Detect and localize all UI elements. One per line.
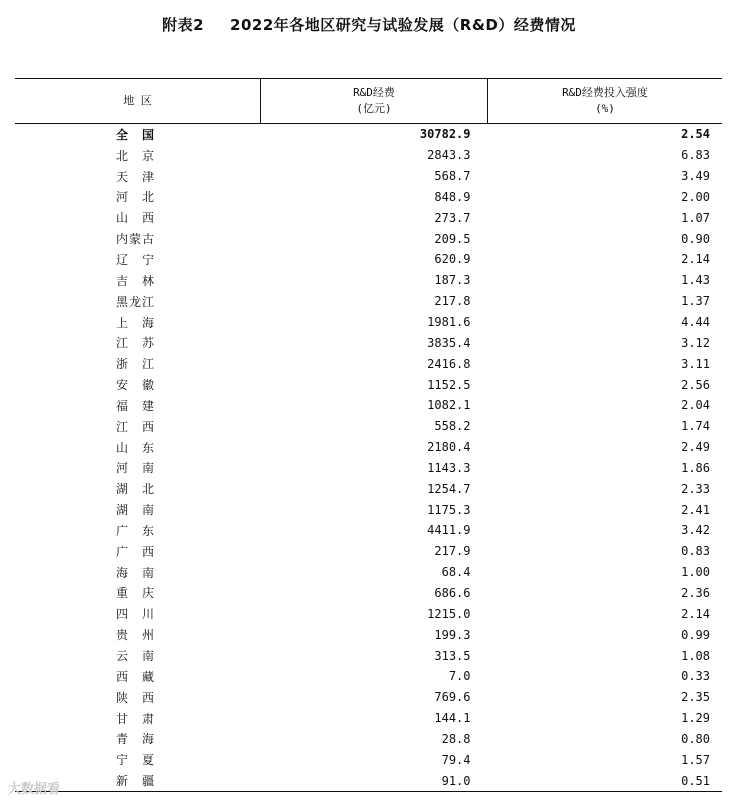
table-row bbox=[15, 499, 722, 520]
cell-rd-intensity: 2.36 bbox=[681, 585, 710, 600]
cell-region: 河 南 bbox=[116, 461, 156, 476]
cell-region: 安 徽 bbox=[116, 378, 156, 393]
header-row bbox=[15, 79, 722, 124]
table-row bbox=[15, 478, 722, 499]
cell-rd-expenditure: 91.0 bbox=[441, 773, 471, 788]
cell-region: 山 东 bbox=[116, 440, 156, 455]
table-row bbox=[15, 687, 722, 708]
cell-region: 海 南 bbox=[116, 565, 156, 580]
cell-rd-expenditure: 686.6 bbox=[434, 585, 471, 600]
column-header-intensity-name: R&D经费投入强度 bbox=[562, 86, 648, 99]
cell-rd-intensity: 2.00 bbox=[681, 189, 710, 204]
cell-rd-intensity: 1.74 bbox=[681, 419, 710, 434]
table-row bbox=[15, 603, 722, 624]
cell-rd-expenditure: 187.3 bbox=[434, 273, 471, 288]
cell-region: 山 西 bbox=[116, 211, 156, 226]
cell-rd-expenditure: 558.2 bbox=[434, 419, 471, 434]
cell-rd-intensity: 3.42 bbox=[681, 523, 710, 538]
cell-rd-expenditure: 1215.0 bbox=[427, 606, 471, 621]
cell-rd-intensity: 2.04 bbox=[681, 398, 710, 413]
cell-rd-expenditure: 217.8 bbox=[434, 294, 471, 309]
cell-region: 贵 州 bbox=[116, 628, 156, 643]
table-row bbox=[15, 374, 722, 395]
table-title-text: 2022年各地区研究与试验发展（R&D）经费情况 bbox=[230, 16, 576, 34]
cell-rd-intensity: 1.29 bbox=[681, 711, 710, 726]
table-row bbox=[15, 249, 722, 270]
cell-rd-expenditure: 568.7 bbox=[434, 169, 471, 184]
cell-region: 江 苏 bbox=[116, 336, 156, 351]
cell-rd-intensity: 1.37 bbox=[681, 294, 710, 309]
cell-region: 广 西 bbox=[116, 544, 156, 559]
cell-rd-expenditure: 1152.5 bbox=[427, 377, 471, 392]
cell-region: 全 国 bbox=[116, 127, 156, 142]
cell-rd-expenditure: 30782.9 bbox=[419, 127, 471, 142]
cell-rd-intensity: 0.99 bbox=[681, 627, 710, 642]
cell-rd-intensity: 0.80 bbox=[681, 731, 710, 746]
table-row bbox=[15, 291, 722, 312]
cell-region: 黑龙江 bbox=[116, 294, 156, 309]
table-row bbox=[15, 624, 722, 645]
table-row bbox=[15, 749, 722, 770]
table-row bbox=[15, 395, 722, 416]
cell-rd-intensity: 0.51 bbox=[681, 773, 710, 788]
cell-rd-expenditure: 2416.8 bbox=[427, 356, 471, 371]
cell-rd-expenditure: 217.9 bbox=[434, 544, 471, 559]
cell-rd-intensity: 2.56 bbox=[681, 377, 710, 392]
cell-region: 内蒙古 bbox=[116, 232, 156, 247]
cell-rd-intensity: 1.08 bbox=[681, 648, 710, 663]
table-row bbox=[15, 562, 722, 583]
watermark: 大数据看 bbox=[8, 782, 61, 797]
cell-rd-intensity: 1.43 bbox=[681, 273, 710, 288]
table-row bbox=[15, 708, 722, 729]
cell-rd-expenditure: 199.3 bbox=[434, 627, 471, 642]
cell-region: 河 北 bbox=[116, 190, 156, 205]
cell-rd-intensity: 2.49 bbox=[681, 440, 710, 455]
cell-region: 西 藏 bbox=[116, 669, 156, 684]
cell-region: 江 西 bbox=[116, 419, 156, 434]
cell-region: 重 庆 bbox=[116, 586, 156, 601]
cell-rd-expenditure: 1175.3 bbox=[427, 502, 471, 517]
cell-rd-intensity: 1.86 bbox=[681, 460, 710, 475]
column-header-rd-intensity bbox=[488, 79, 723, 124]
cell-region: 浙 江 bbox=[116, 357, 156, 372]
cell-rd-expenditure: 28.8 bbox=[441, 731, 471, 746]
table-row bbox=[15, 645, 722, 666]
cell-rd-expenditure: 1981.6 bbox=[427, 315, 471, 330]
cell-rd-intensity: 2.14 bbox=[681, 606, 710, 621]
table-header bbox=[15, 79, 722, 124]
cell-rd-intensity: 1.00 bbox=[681, 565, 710, 580]
table-row bbox=[15, 416, 722, 437]
cell-rd-intensity: 1.07 bbox=[681, 210, 710, 225]
cell-region: 甘 肃 bbox=[116, 711, 156, 726]
cell-rd-expenditure: 273.7 bbox=[434, 210, 471, 225]
cell-region: 湖 北 bbox=[116, 482, 156, 497]
cell-rd-expenditure: 2180.4 bbox=[427, 440, 471, 455]
column-header-rd-name: R&D经费 bbox=[353, 86, 395, 99]
cell-rd-expenditure: 1082.1 bbox=[427, 398, 471, 413]
cell-region: 天 津 bbox=[116, 169, 156, 184]
cell-rd-expenditure: 209.5 bbox=[434, 231, 471, 246]
cell-rd-intensity: 4.44 bbox=[681, 315, 710, 330]
cell-region: 辽 宁 bbox=[116, 252, 156, 267]
cell-region: 湖 南 bbox=[116, 503, 156, 518]
cell-rd-expenditure: 313.5 bbox=[434, 648, 471, 663]
cell-rd-intensity: 1.57 bbox=[681, 752, 710, 767]
cell-region: 四 川 bbox=[116, 607, 156, 622]
cell-rd-intensity: 2.35 bbox=[681, 690, 710, 705]
table-row bbox=[15, 166, 722, 187]
table-row bbox=[15, 187, 722, 208]
cell-rd-intensity: 3.11 bbox=[681, 356, 710, 371]
table-row bbox=[15, 458, 722, 479]
cell-rd-intensity: 2.14 bbox=[681, 252, 710, 267]
cell-rd-expenditure: 620.9 bbox=[434, 252, 471, 267]
table-row bbox=[15, 520, 722, 541]
cell-rd-expenditure: 4411.9 bbox=[427, 523, 471, 538]
cell-region: 吉 林 bbox=[116, 273, 156, 288]
column-header-intensity-unit: (%) bbox=[595, 102, 615, 115]
column-header-region: 地 区 bbox=[123, 94, 152, 107]
cell-rd-intensity: 0.33 bbox=[681, 669, 710, 684]
cell-rd-expenditure: 769.6 bbox=[434, 690, 471, 705]
column-header-rd-expenditure bbox=[261, 79, 488, 124]
cell-rd-expenditure: 79.4 bbox=[441, 752, 471, 767]
table-row bbox=[15, 353, 722, 374]
rd-expenditure-table bbox=[15, 78, 722, 792]
cell-rd-expenditure: 1254.7 bbox=[427, 481, 471, 496]
cell-region: 北 京 bbox=[116, 148, 156, 163]
table-title bbox=[0, 14, 738, 35]
table-row bbox=[15, 770, 722, 791]
table-row bbox=[15, 583, 722, 604]
table-row bbox=[15, 312, 722, 333]
table-row bbox=[15, 228, 722, 249]
cell-region: 青 海 bbox=[116, 732, 156, 747]
cell-rd-expenditure: 68.4 bbox=[441, 565, 471, 580]
cell-rd-intensity: 2.33 bbox=[681, 481, 710, 496]
cell-rd-intensity: 0.90 bbox=[681, 231, 710, 246]
cell-region: 宁 夏 bbox=[116, 753, 156, 768]
column-header-rd-unit: (亿元) bbox=[356, 102, 392, 115]
table-row bbox=[15, 207, 722, 228]
cell-region: 陕 西 bbox=[116, 690, 156, 705]
cell-rd-expenditure: 3835.4 bbox=[427, 335, 471, 350]
cell-region: 上 海 bbox=[116, 315, 156, 330]
table-row-total bbox=[15, 124, 722, 145]
table-row bbox=[15, 332, 722, 353]
cell-rd-intensity: 2.41 bbox=[681, 502, 710, 517]
cell-rd-expenditure: 848.9 bbox=[434, 189, 471, 204]
cell-region: 云 南 bbox=[116, 649, 156, 664]
cell-rd-intensity: 6.83 bbox=[681, 148, 710, 163]
table-row bbox=[15, 728, 722, 749]
cell-rd-expenditure: 2843.3 bbox=[427, 148, 471, 163]
table-body bbox=[15, 124, 722, 792]
cell-region: 新 疆 bbox=[116, 774, 156, 789]
table-row bbox=[15, 437, 722, 458]
table-row bbox=[15, 145, 722, 166]
cell-rd-expenditure: 7.0 bbox=[448, 669, 471, 684]
cell-rd-expenditure: 144.1 bbox=[434, 711, 471, 726]
table-row bbox=[15, 270, 722, 291]
table-row bbox=[15, 541, 722, 562]
cell-region: 广 东 bbox=[116, 523, 156, 538]
cell-rd-intensity: 2.54 bbox=[681, 127, 710, 142]
cell-rd-intensity: 0.83 bbox=[681, 544, 710, 559]
cell-rd-intensity: 3.49 bbox=[681, 169, 710, 184]
table-number: 附表2 bbox=[162, 16, 205, 34]
cell-rd-intensity: 3.12 bbox=[681, 335, 710, 350]
cell-region: 福 建 bbox=[116, 398, 156, 413]
cell-rd-expenditure: 1143.3 bbox=[427, 460, 471, 475]
table-row bbox=[15, 666, 722, 687]
